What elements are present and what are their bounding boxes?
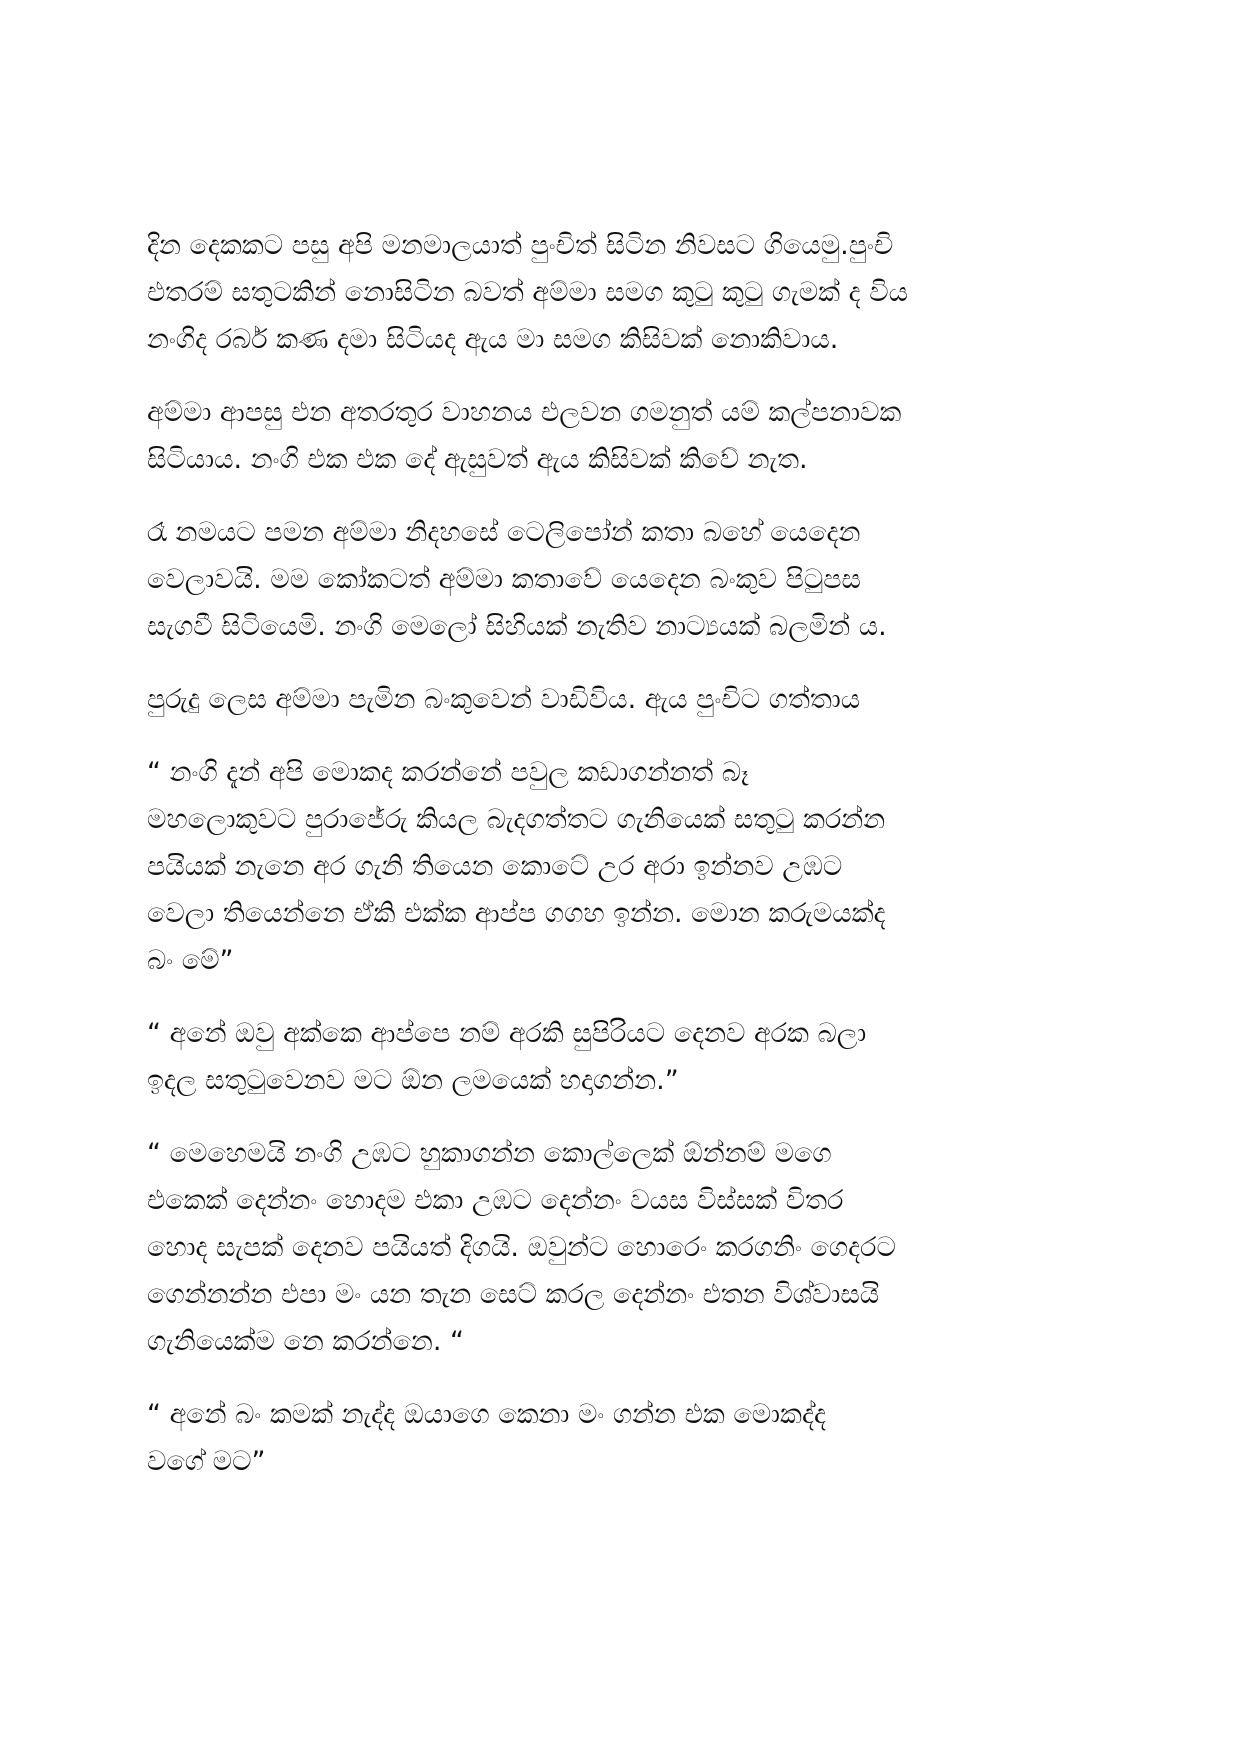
text-line: පයියක් නැනෙ අර ගැනි තියෙන කොටේ උර අරා ඉන්නව උඹට [147,851,843,882]
text-line: නංගිද රබර් කණ දමා සිටියද ඇය මා සමග කිසිවක් නොකිවාය. [147,324,839,355]
text-line: “ නංගි දැන් අපි මොකද කරන්නේ පවුල කඩාගන්නත් බෑ [147,757,749,788]
text-line: බං මේ” [147,945,234,976]
text-line: දින දෙකකට පසු අපි මනමාලයාත් පුංචිත් සිටින නිවසට ගියෙමු.පුංචි [147,230,894,261]
paragraph-3 [147,509,1097,650]
text-line: “ අනේ බං කමක් නැද්ද ඔයාගෙ කෙනා මං ගන්න එක මොකද්ද [147,1399,826,1430]
text-line: වගේ මට” [147,1446,266,1477]
text-line: මහලොකුවට පුරාජේරු කියල බැදගත්තට ගැනියෙක් සතුටු කරන්න [147,804,886,835]
paragraph-2 [147,389,1097,483]
text-line: “ මෙහෙමයි නංගි උඹට හුකාගන්න කොල්ලෙක් ඕන්නම් මගෙ [147,1138,832,1169]
text-line: සිටියාය. නංගි එක එක දේ ඇසුවත් ඇය කිසිවක් කිවේ නැත. [147,444,808,475]
paragraph-6-dialogue [147,1010,1097,1104]
text-line: රෑ නමයට පමන අම්මා නිදහසේ ටෙලිපෝන් කතා බහේ යෙදෙන [147,517,861,548]
text-line: සැගවී සිටියෙමි. නංගි මෙලෝ සිහියක් නැතිව නාට්‍යයක් බලමින් ය. [147,611,887,642]
paragraph-8-dialogue [147,1391,1097,1485]
paragraph-4 [147,676,1097,723]
text-line: ඉදල සතුටුවෙනව මට ඕන ලමයෙක් හදාගන්න.” [147,1065,679,1096]
text-line: වෙලාවයි. මම කෝකටත් අම්මා කතාවේ යෙදෙන බංකුව පිටුපස [147,564,861,595]
paragraph-1 [147,222,1097,363]
text-line: ගැනියෙක්ම නෙ කරන්නෙ. “ [147,1326,464,1357]
paragraph-5-dialogue [147,749,1097,984]
text-line: එකෙක් දෙන්නං හොදම එකා උඹට දෙන්නං වයස විස්සක් විතර [147,1185,844,1216]
text-line: පුරුදු ලෙස අම්මා පැමින බංකුවෙන් වාඩිවිය. ඇය පුංචිට ගත්තාය [147,684,861,715]
text-line: හොද සැපක් දෙනව පයියත් දිගයි. ඔවුන්ට හොරෙං කරගනිං ගෙදරට [147,1232,896,1263]
text-line: අම්මා ආපසු එන අතරතුර වාහනය එලවන ගමනුත් යම් කල්පනාවක [147,397,902,428]
text-line: “ අනේ ඔවු අක්කෙ ආප්පෙ නම් අරකි සුපිරියට දෙනව අරක බලා [147,1018,867,1049]
text-line: එතරම් සතුටකින් නොසිටින බවත් අම්මා සමග කුටු කුටු ගැමක් ද විය [147,277,909,308]
text-line: ගෙන්නන්න එපා මං යන තැන සෙට් කරල දෙන්නං එතන විශ්වාසයි [147,1279,880,1310]
paragraph-7-dialogue [147,1130,1097,1365]
text-line: වෙලා තියෙන්නෙ ඒකි එක්ක ආප්ප ගගහ ඉන්න. මොන කරුමයක්ද [147,898,886,929]
body-text [147,222,1097,1511]
